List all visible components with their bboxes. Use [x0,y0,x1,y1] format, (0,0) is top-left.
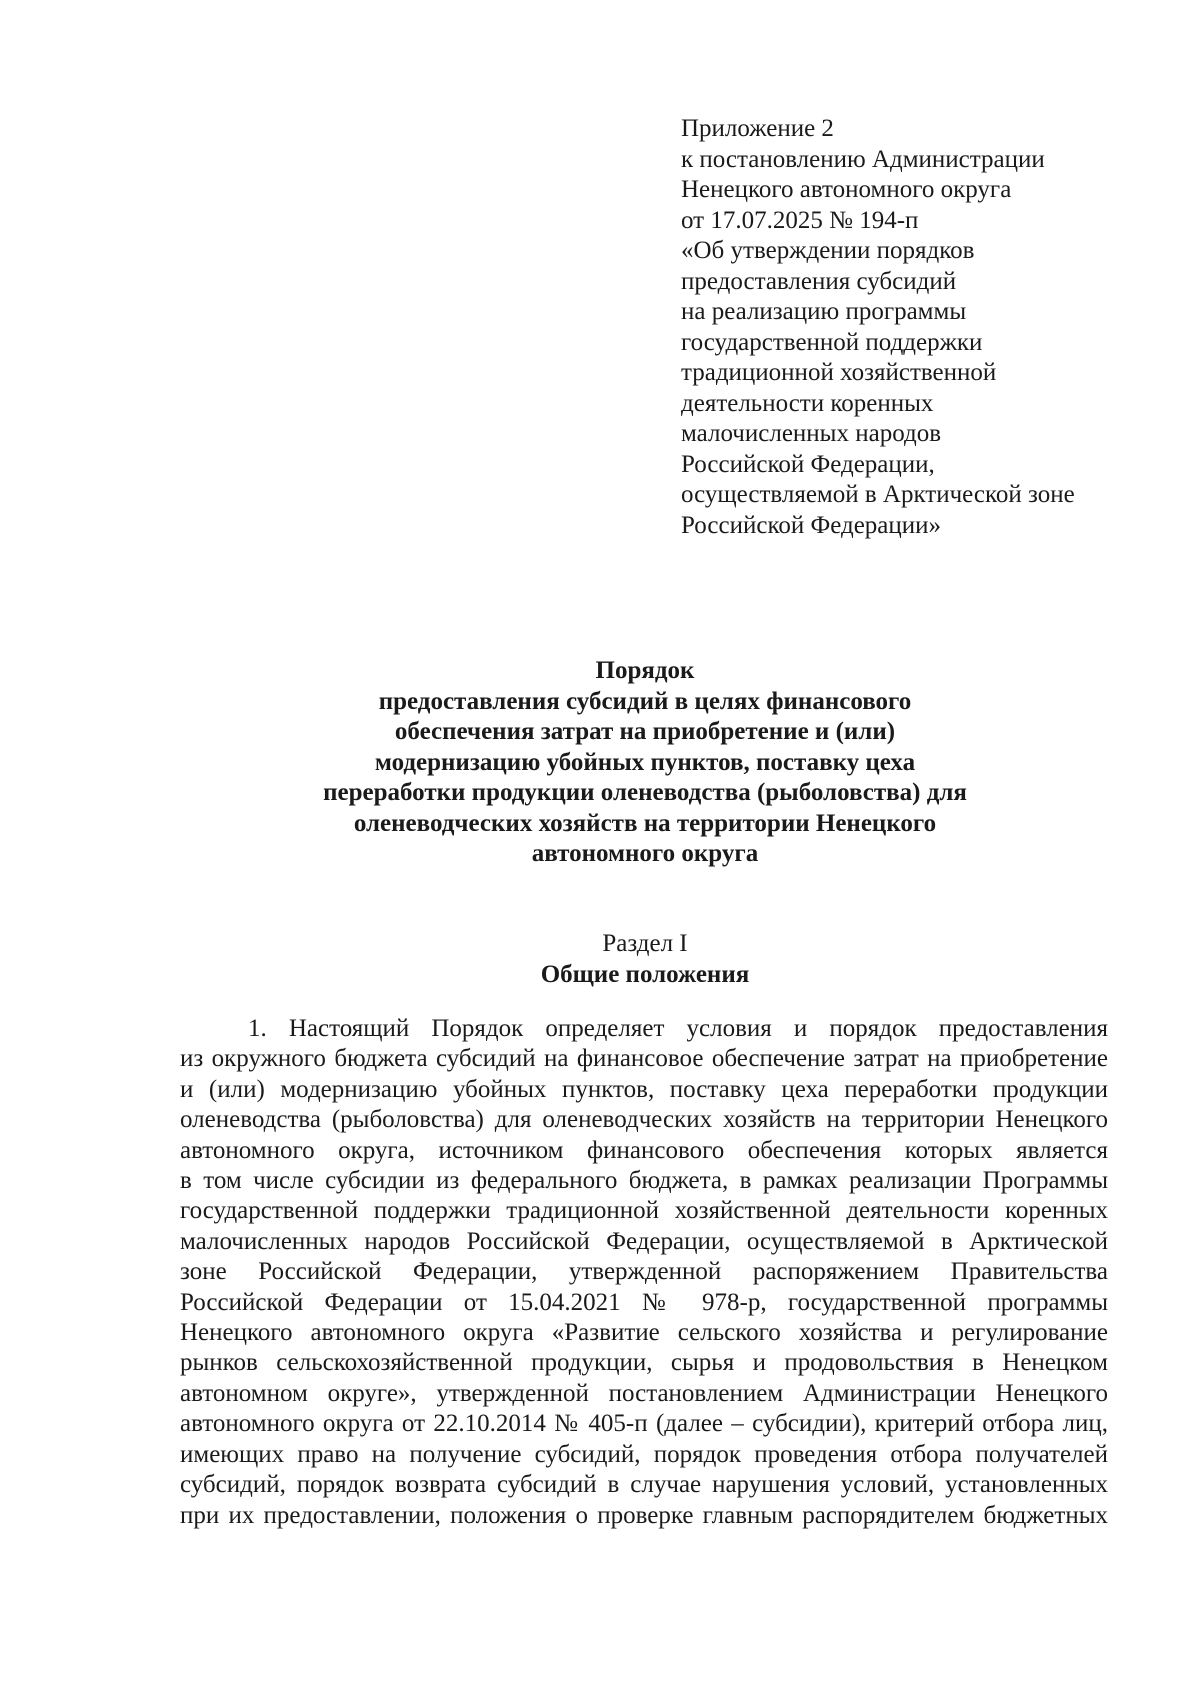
title-line: переработки продукции оленеводства (рыболовства) для [323,779,967,806]
appendix-line: малочисленных народов [681,420,941,447]
appendix-line: «Об утверждении порядков [681,237,975,264]
section-heading: Общие положения [540,961,750,988]
appendix-line: к постановлению Администрации [681,145,1045,173]
appendix-line: Российской Федерации, [681,450,935,478]
appendix-line: деятельности коренных [681,389,934,417]
paragraph-line: автономного округа, источником финансового обеспечения которых является [180,1136,1108,1164]
paragraph-line: в том числе субсидии из федерального бюджета, в рамках реализации Программы [180,1167,1108,1195]
paragraph-1 [180,1014,1108,1531]
paragraph-line: рынков сельскохозяйственной продукции, сырья и продовольствия в Ненецком [180,1349,1108,1377]
section-header [240,928,1050,990]
appendix-line: традиционной хозяйственной [681,359,997,386]
section-number: Раздел I [602,930,688,957]
title-line: модернизацию убойных пунктов, поставку цеха [374,748,916,776]
appendix-line: Российской Федерации» [681,511,942,539]
paragraph-line: при их предоставлении, положения о проверке главным распорядителем бюджетных [180,1501,1108,1529]
paragraph-line: автономного округа от 22.10.2014 № 405-п (далее – субсидии), критерий отбора лиц, [180,1410,1108,1438]
paragraph-line: малочисленных народов Российской Федерации, осуществляемой в Арктической [180,1227,1108,1255]
title-line: оленеводческих хозяйств на территории Ненецкого [353,809,937,837]
paragraph-line: из окружного бюджета субсидий на финансовое обеспечение затрат на приобретение [180,1045,1108,1073]
paragraph-line: Российской Федерации от 15.04.2021 № 978-р, государственной программы [180,1288,1108,1316]
paragraph-line: оленеводства (рыболовства) для оленеводческих хозяйств на территории Ненецкого [180,1106,1108,1134]
appendix-line: на реализацию программы [681,298,967,325]
title-line: обеспечения затрат на приобретение и (или) [394,718,896,745]
paragraph-line: автономном округе», утвержденной постановлением Администрации Ненецкого [180,1379,1108,1407]
paragraph-line: зоне Российской Федерации, утвержденной распоряжением Правительства [180,1258,1108,1286]
paragraph-line: субсидий, порядок возврата субсидий в случае нарушения условий, установленных [180,1471,1108,1499]
appendix-line: государственной поддержки [681,328,983,356]
paragraph-line: 1. Настоящий Порядок определяет условия и порядок предоставления [248,1015,1108,1042]
paragraph-line: государственной поддержки традиционной хозяйственной деятельности коренных [180,1197,1108,1225]
title-line: автономного округа [531,840,759,867]
document-title [240,656,1050,870]
appendix-line: от 17.07.2025 № 194-п [681,206,919,234]
title-line: предоставления субсидий в целях финансового [378,687,912,715]
appendix-line: Ненецкого автономного округа [681,176,1012,203]
appendix-line: Приложение 2 [681,115,834,142]
appendix-header [681,114,1151,541]
paragraph-line: и (или) модернизацию убойных пунктов, поставку цеха переработки продукции [180,1075,1108,1103]
appendix-line: предоставления субсидий [681,267,957,295]
paragraph-line: Ненецкого автономного округа «Развитие сельского хозяйства и регулирование [180,1319,1108,1347]
appendix-line: осуществляемой в Арктической зоне [681,481,1075,508]
title-line: Порядок [595,657,695,684]
paragraph-line: имеющих право на получение субсидий, порядок проведения отбора получателей [180,1440,1108,1468]
